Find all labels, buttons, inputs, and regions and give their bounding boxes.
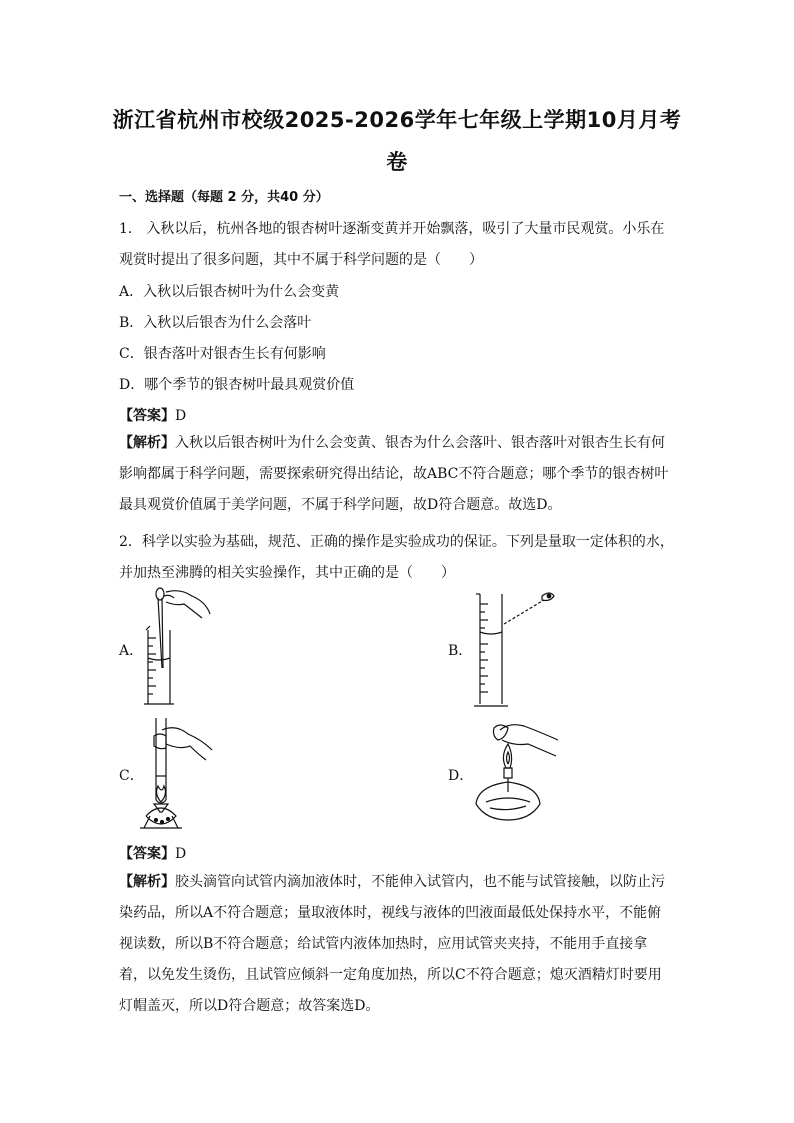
q1-answer-tag: 【答案】	[119, 408, 175, 424]
q1-answer-value: D	[175, 408, 187, 424]
q2-analysis	[119, 867, 675, 1022]
q1-analysis-text: 入秋以后银杏树叶为什么会变黄、银杏为什么会落叶、银杏落叶对银杏生长有何影响都属于科学问题，需要探索研究得出结论，故ABC不符合题意；哪个季节的银杏树叶最具观赏价值属于美学问题，不属于科学问题，故D符合题意。故选D。	[119, 435, 669, 513]
heating-tube-by-hand-figure	[132, 716, 216, 832]
q1-option-c: C．银杏落叶对银杏生长有何影响	[119, 346, 326, 362]
section-heading: 一、选择题（每题 2 分，共40 分）	[119, 190, 329, 205]
exam-title-line1: 浙江省杭州市校级2025-2026学年七年级上学期10月月考	[112, 108, 682, 132]
q1-analysis	[119, 428, 675, 521]
q1-analysis-tag: 【解析】	[119, 435, 175, 451]
q2-option-a-label: A．	[119, 643, 144, 659]
exam-title-line2: 卷	[386, 150, 408, 174]
q2-analysis-text: 胶头滴管向试管内滴加液体时，不能伸入试管内，也不能与试管接触，以防止污染药品，所以A不符合题意；量取液体时，视线与液体的凹液面最低处保持水平，不能俯视读数，所以B不符合题意；给试管内液体加热时，应用试管夹夹持，不能用手直接拿着，以免发生烫伤，且试管应倾斜一定角度加热，所以C不符合题意；熄灭酒精灯时要用灯帽盖灭，所以D符合题意；故答案选D。	[119, 874, 665, 1014]
q1-option-b: B．入秋以后银杏为什么会落叶	[119, 315, 312, 331]
reading-cylinder-from-above-figure	[472, 588, 558, 710]
q2-option-d-label: D．	[448, 768, 474, 784]
q2-analysis-tag: 【解析】	[119, 874, 175, 890]
q2-option-c-label: C．	[119, 768, 144, 784]
q2-answer	[119, 843, 186, 863]
q2-option-b-label: B．	[448, 643, 473, 659]
q1-stem-line1: 1． 入秋以后，杭州各地的银杏树叶逐渐变黄并开始飘落，吸引了大量市民观赏。小乐在	[119, 221, 665, 237]
q1-stem-line2: 观赏时提出了很多问题，其中不属于科学问题的是（ ）	[119, 252, 483, 268]
q1-option-a: A．入秋以后银杏树叶为什么会变黄	[119, 284, 340, 300]
q2-stem-line1: 2．科学以实验为基础，规范、正确的操作是实验成功的保证。下列是量取一定体积的水，	[119, 534, 674, 550]
q2-answer-tag: 【答案】	[119, 846, 175, 862]
q2-stem-line2: 并加热至沸腾的相关实验操作，其中正确的是（ ）	[119, 565, 455, 581]
q2-answer-value: D	[175, 846, 187, 862]
q1-answer	[119, 405, 186, 425]
dropper-into-cylinder-figure	[140, 588, 212, 708]
extinguishing-lamp-figure	[470, 716, 560, 828]
q1-option-d: D．哪个季节的银杏树叶最具观赏价值	[119, 377, 355, 393]
